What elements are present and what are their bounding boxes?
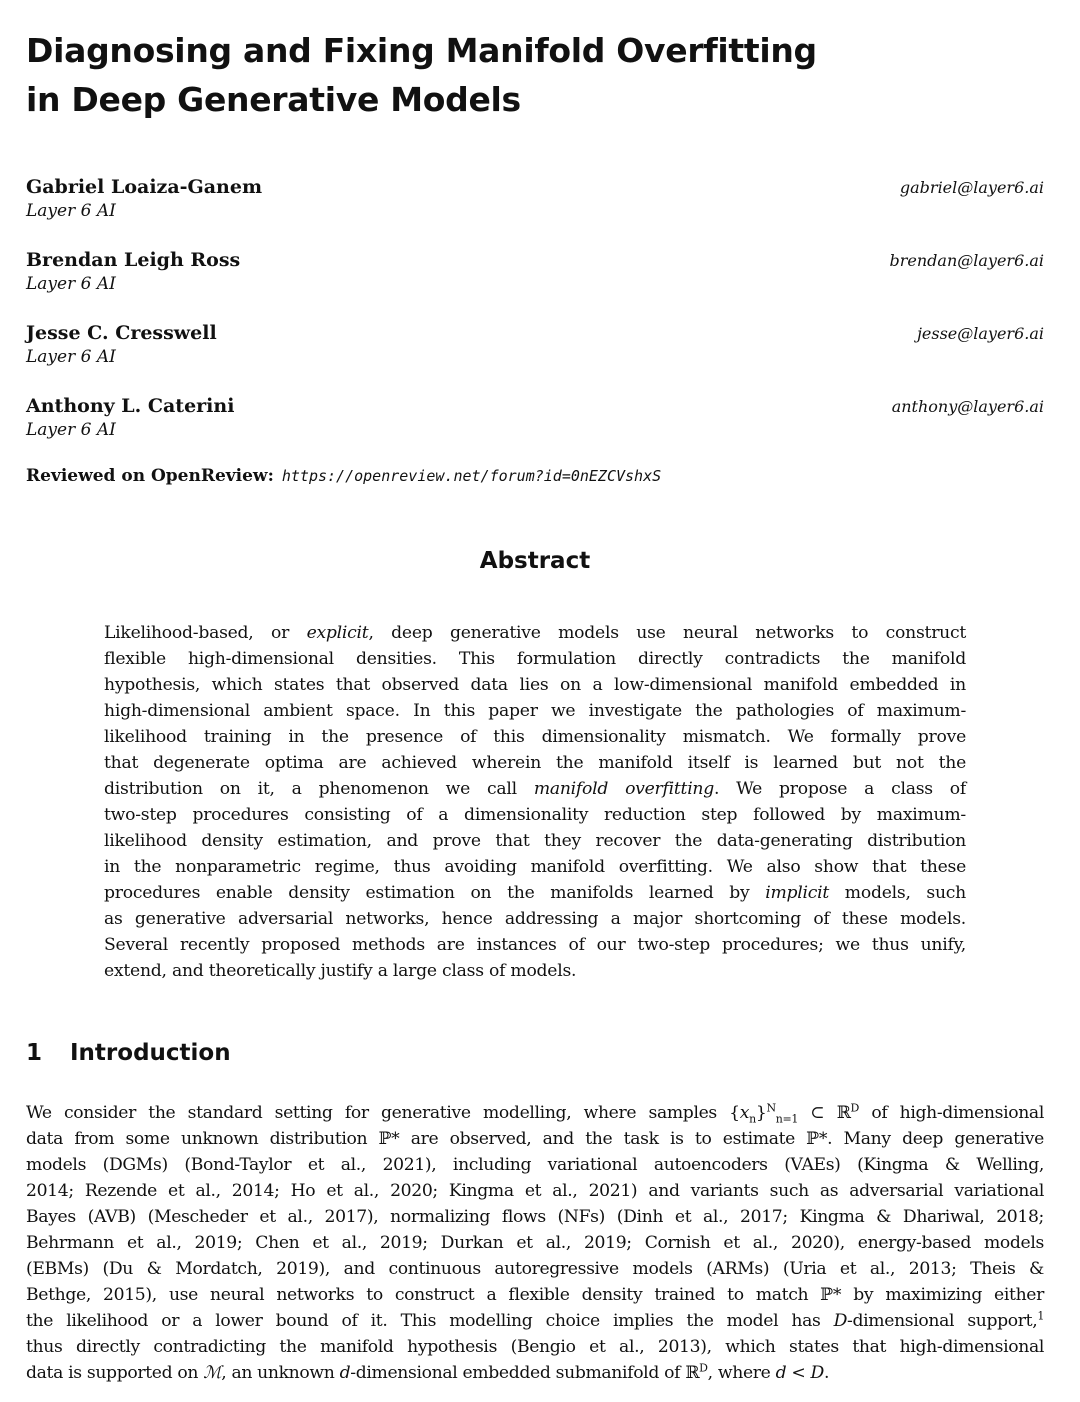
abstract-line: high-dimensional ambient space. In this paper we investigate the pathologies of maximum- <box>104 701 966 721</box>
author-email[interactable]: brendan@layer6.ai <box>889 251 1044 270</box>
author-email[interactable]: gabriel@layer6.ai <box>899 178 1044 197</box>
intro-line: data from some unknown distribution ℙ* are observed, and the task is to estimate ℙ*. Many deep generative <box>26 1129 1044 1149</box>
intro-line: Behrmann et al., 2019; Chen et al., 2019; Durkan et al., 2019; Cornish et al., 2020), energy-based models <box>26 1233 1044 1253</box>
intro-line: the likelihood or a lower bound of it. This modelling choice implies the model has D-dimensional support,$^1$ <box>26 1309 1044 1331</box>
author-name: Anthony L. Caterini <box>26 395 235 417</box>
title-line-2: in Deep Generative Models <box>26 80 521 119</box>
section-title: Introduction <box>70 1040 231 1066</box>
introduction-text <box>26 1100 1044 1386</box>
author-affiliation: Layer 6 AI <box>26 201 116 221</box>
intro-line: (EBMs) (Du & Mordatch, 2019), and continuous autoregressive models (ARMs) (Uria et al., 2013; Theis & <box>26 1259 1044 1279</box>
abstract-line: Several recently proposed methods are instances of our two-step procedures; we thus unify, <box>104 935 966 955</box>
abstract-line: as generative adversarial networks, hence addressing a major shortcoming of these models. <box>104 909 966 929</box>
openreview-line <box>26 466 661 486</box>
openreview-label: Reviewed on OpenReview: <box>26 466 274 486</box>
author-email[interactable]: jesse@layer6.ai <box>916 324 1044 343</box>
abstract-line: two-step procedures consisting of a dimensionality reduction step followed by maximum- <box>104 805 966 825</box>
intro-line: 2014; Rezende et al., 2014; Ho et al., 2020; Kingma et al., 2021) and variants such as adversarial variational <box>26 1181 1044 1201</box>
paper-title <box>26 26 1026 124</box>
abstract-line: likelihood training in the presence of this dimensionality mismatch. We formally prove <box>104 727 966 747</box>
intro-line: models (DGMs) (Bond-Taylor et al., 2021), including variational autoencoders (VAEs) (Kingma & Welling, <box>26 1155 1044 1175</box>
abstract-line: in the nonparametric regime, thus avoiding manifold overfitting. We also show that these <box>104 857 966 877</box>
abstract-line: flexible high-dimensional densities. This formulation directly contradicts the manifold <box>104 649 966 669</box>
title-line-1: Diagnosing and Fixing Manifold Overfitting <box>26 31 817 70</box>
section-number: 1 <box>26 1040 43 1066</box>
author-email[interactable]: anthony@layer6.ai <box>891 397 1044 416</box>
intro-line: We consider the standard setting for generative modelling, where samples $\{x_n\}^N_{n=1}$ ⊂ ℝ$^D$ of high-dimensional <box>26 1101 1044 1126</box>
abstract-line: that degenerate optima are achieved wherein the manifold itself is learned but not the <box>104 753 966 773</box>
abstract-line: Likelihood-based, or explicit, deep generative models use neural networks to construct <box>104 623 967 643</box>
intro-line: thus directly contradicting the manifold hypothesis (Bengio et al., 2013), which states that high-dimensional <box>26 1337 1044 1357</box>
author-affiliation: Layer 6 AI <box>26 274 116 294</box>
author-name: Brendan Leigh Ross <box>26 249 241 271</box>
abstract-line: extend, and theoretically justify a large class of models. <box>104 961 577 981</box>
abstract-text <box>104 620 966 984</box>
abstract-line: distribution on it, a phenomenon we call manifold overfitting. We propose a class of <box>104 779 966 799</box>
author-name: Jesse C. Cresswell <box>26 322 217 344</box>
intro-line: Bayes (AVB) (Mescheder et al., 2017), normalizing flows (NFs) (Dinh et al., 2017; Kingma & Dhariwal, 2018; <box>26 1207 1044 1227</box>
abstract-line: procedures enable density estimation on the manifolds learned by implicit models, such <box>104 883 966 903</box>
abstract-heading: Abstract <box>479 548 591 574</box>
intro-line: data is supported on ℳ, an unknown d-dimensional embedded submanifold of ℝ$^D$, where d < D. <box>26 1361 830 1383</box>
abstract-line: likelihood density estimation, and prove that they recover the data-generating distribution <box>104 831 966 851</box>
openreview-link[interactable]: https://openreview.net/forum?id=0nEZCVshxS <box>281 467 662 485</box>
author-affiliation: Layer 6 AI <box>26 347 116 367</box>
intro-line: Bethge, 2015), use neural networks to construct a flexible density trained to match ℙ* by maximizing either <box>26 1285 1044 1305</box>
section-heading <box>26 1040 231 1066</box>
author-name: Gabriel Loaiza-Ganem <box>26 176 263 198</box>
author-affiliation: Layer 6 AI <box>26 420 116 440</box>
abstract-line: hypothesis, which states that observed data lies on a low-dimensional manifold embedded in <box>104 675 966 695</box>
